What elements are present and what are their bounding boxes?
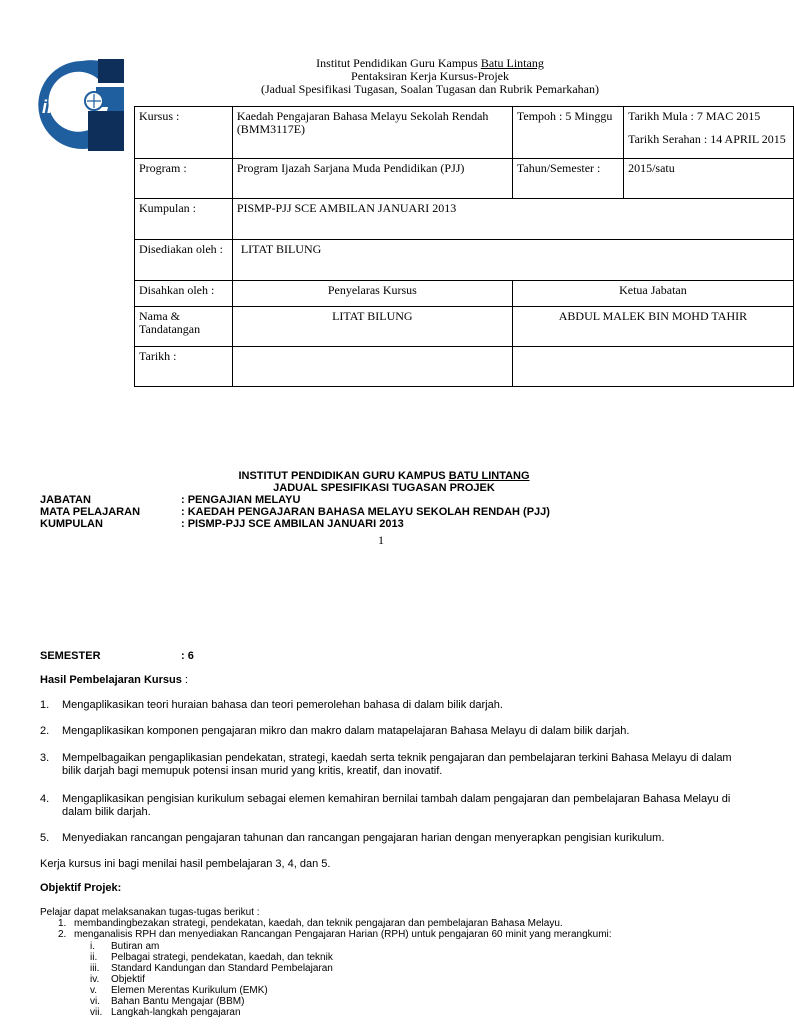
program-label: Program : (135, 159, 233, 199)
subitem-num: ii. (90, 952, 98, 963)
section2-title1: INSTITUT PENDIDIKAN GURU KAMPUS BATU LINTANG (238, 470, 530, 482)
page-number: 1 (378, 533, 384, 547)
objektif-title: Objektif Projek: (40, 882, 122, 894)
disediakan-value: LITAT BILUNG (232, 240, 793, 281)
header-line3: (Jadual Spesifikasi Tugasan, Soalan Tugasan dan Rubrik Pemarkahan) (261, 82, 599, 96)
mata-label: MATA PELAJARAN (40, 506, 141, 518)
task-text: membandingbezakan strategi, pendekatan, kaedah, dan teknik pengajaran dan pembelajaran Bahasa Melayu. (74, 918, 563, 929)
nama-label: Nama & Tandatangan (135, 307, 233, 347)
task-num: 1. (58, 918, 67, 929)
kumpulan-label: Kumpulan : (135, 199, 233, 240)
subitem-num: iii. (90, 963, 100, 974)
section2-title2: JADUAL SPESIFIKASI TUGASAN PROJEK (273, 482, 495, 494)
semester-label: SEMESTER (40, 650, 101, 662)
tarikh-mula: Tarikh Mula : 7 MAC 2015 (628, 109, 761, 123)
tarikh-serahan: Tarikh Serahan : 14 APRIL 2015 (628, 132, 786, 146)
task-text: menganalisis RPH dan menyediakan Rancangan Pengajaran Harian (RPH) untuk pengajaran 60 minit yang merangkumi: (74, 929, 612, 940)
tarikh-cell (624, 107, 794, 159)
disediakan-label: Disediakan oleh : (135, 240, 233, 281)
hasil-title: Hasil Pembelajaran Kursus : (40, 674, 188, 686)
subitem-text: Pelbagai strategi, pendekatan, kaedah, dan teknik (111, 952, 333, 963)
header-line2: Pentaksiran Kerja Kursus-Projek (351, 69, 509, 83)
outcome-item: 3. Mempelbagaikan pengaplikasian pendekatan, strategi, kaedah serta teknik pengajaran dan pembelajaran terkini Bahasa Melayu di dalam bilik darjah bagi memupuk potensi insan murid yang kritis, kreatif, dan inovatif. (40, 752, 732, 777)
outcome-item: 1. Mengaplikasikan teori huraian bahasa dan teori pemerolehan bahasa di dalam bilik darjah. (40, 699, 503, 711)
nama-ketua: ABDUL MALEK BIN MOHD TAHIR (512, 307, 793, 347)
subitem-num: vi. (90, 996, 100, 1007)
subitem-num: vii. (90, 1007, 103, 1018)
outcome-item: 5. Menyediakan rancangan pengajaran tahunan dan rancangan pengajaran harian dengan menyerapkan pengisian kurikulum. (40, 832, 665, 844)
outcome-item: 4. Mengaplikasikan pengisian kurikulum sebagai elemen kemahiran bernilai tambah dalam pengajaran dan pembelajaran Bahasa Melayu di dalam bilik darjah. (40, 793, 731, 818)
header-line1: Institut Pendidikan Guru Kampus Batu Lintang (316, 56, 544, 70)
subitem-text: Standard Kandungan dan Standard Pembelajaran (111, 963, 333, 974)
subitem-text: Objektif (111, 974, 145, 985)
subitem-text: Butiran am (111, 941, 160, 952)
logo-text: iPG (42, 97, 74, 117)
tahun-value: 2015/satu (624, 159, 794, 199)
tarikh-penyelaras (232, 347, 512, 387)
subitem-num: i. (90, 941, 95, 952)
pelajar-intro: Pelajar dapat melaksanakan tugas-tugas berikut : (40, 907, 260, 918)
kerja-kursus-note: Kerja kursus ini bagi menilai hasil pembelajaran 3, 4, dan 5. (40, 858, 331, 870)
ipg-logo (38, 57, 126, 153)
tahun-label: Tahun/Semester : (512, 159, 623, 199)
kursus-value: Kaedah Pengajaran Bahasa Melayu Sekolah Rendah (BMM3117E) (232, 107, 512, 159)
course-info-table (134, 106, 794, 387)
nama-penyelaras: LITAT BILUNG (232, 307, 512, 347)
disahkan-label: Disahkan oleh : (135, 281, 233, 307)
mata-value: : KAEDAH PENGAJARAN BAHASA MELAYU SEKOLAH RENDAH (PJJ) (181, 506, 550, 518)
tempoh: Tempoh : 5 Minggu (512, 107, 623, 159)
subitem-num: iv. (90, 974, 100, 985)
outcome-item: 2. Mengaplikasikan komponen pengajaran mikro dan makro dalam matapelajaran Bahasa Melayu di dalam bilik darjah. (40, 725, 630, 737)
subitem-text: Elemen Merentas Kurikulum (EMK) (111, 985, 268, 996)
tarikh-label: Tarikh : (135, 347, 233, 387)
jabatan-value: : PENGAJIAN MELAYU (181, 494, 301, 506)
program-value: Program Ijazah Sarjana Muda Pendidikan (PJJ) (232, 159, 512, 199)
task-num: 2. (58, 929, 67, 940)
ketua-label: Ketua Jabatan (512, 281, 793, 307)
penyelaras-label: Penyelaras Kursus (232, 281, 512, 307)
semester-value: : 6 (181, 650, 194, 662)
kumpulan-value: PISMP-PJJ SCE AMBILAN JANUARI 2013 (232, 199, 793, 240)
subitem-num: v. (90, 985, 98, 996)
jabatan-label: JABATAN (40, 494, 91, 506)
tarikh-ketua (512, 347, 793, 387)
subitem-text: Langkah-langkah pengajaran (111, 1007, 241, 1018)
kursus-label: Kursus : (135, 107, 233, 159)
kumpulan2-label: KUMPULAN (40, 518, 103, 530)
kumpulan2-value: : PISMP-PJJ SCE AMBILAN JANUARI 2013 (181, 518, 404, 530)
subitem-text: Bahan Bantu Mengajar (BBM) (111, 996, 245, 1007)
